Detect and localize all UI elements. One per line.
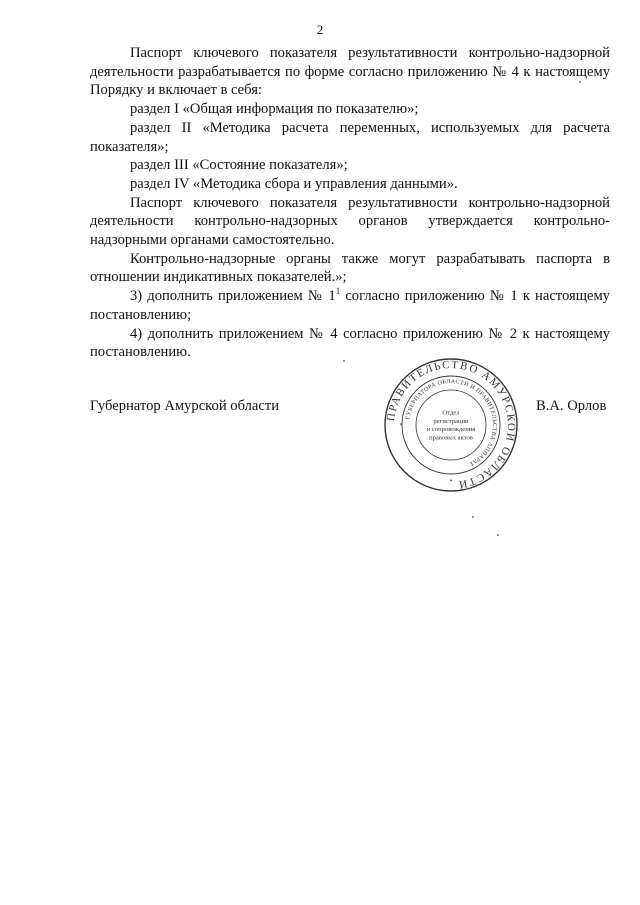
signature-position: Губернатор Амурской области — [90, 398, 280, 414]
scan-speck — [343, 360, 345, 362]
official-seal-stamp — [383, 357, 519, 493]
paragraph-item-4: 4) дополнить приложением № 4 согласно приложению № 2 к настоящему постановлению. — [90, 325, 610, 361]
seal-center-line: правовых актов — [429, 434, 473, 442]
svg-text:•: • — [449, 477, 453, 485]
paragraph-section-1: раздел I «Общая информация по показателю»; — [130, 101, 419, 118]
item-3-after: согласно приложению № 1 к настоящему постановлению; — [90, 288, 610, 323]
paragraph-section-3: раздел III «Состояние показателя»; — [130, 157, 348, 174]
scan-speck — [472, 516, 474, 518]
seal-center-line: регистрации — [433, 417, 469, 425]
svg-text:*: * — [399, 423, 403, 429]
paragraph-section-4: раздел IV «Методика сбора и управления данными». — [130, 175, 458, 192]
svg-text:ПРАВИТЕЛЬСТВО АМУРСКОЙ ОБЛАСТИ: ПРАВИТЕЛЬСТВО АМУРСКОЙ ОБЛАСТИ — [385, 358, 518, 491]
seal-center-line: Отдел — [442, 409, 460, 417]
paragraph-section-2: раздел II «Методика расчета переменных, используемых для расчета показателя»; — [90, 119, 610, 155]
scan-speck — [579, 81, 581, 83]
item-3-superscript: 1 — [335, 286, 341, 297]
paragraph-passport-form: Паспорт ключевого показателя результативности контрольно-надзорной деятельности разрабатывается по форме согласно приложению № 4 к настоящему Порядку и включает в себя: — [90, 45, 610, 99]
paragraph-passport-approval: Паспорт ключевого показателя результативности контрольно-надзорной деятельности контрольно-надзорных органов утверждается контрольно-надзорными органами самостоятельно. — [90, 194, 610, 249]
svg-text:ГУБЕРНАТОРА ОБЛАСТИ И ПРАВИТЕЛ: ГУБЕРНАТОРА ОБЛАСТИ И ПРАВИТЕЛЬСТВА АППАРАТ — [405, 378, 498, 467]
seal-center-line: и сопровождения — [426, 426, 476, 434]
paragraph-indicative: Контрольно-надзорные органы также могут разрабатывать паспорта в отношении индикативных показателей.»; — [90, 250, 610, 286]
document-body — [90, 44, 610, 362]
paragraph-item-3 — [90, 287, 610, 324]
page-number: 2 — [316, 22, 324, 37]
scan-speck — [497, 534, 499, 536]
item-3-before: 3) дополнить приложением № 1 — [130, 288, 336, 305]
signature-name: В.А. Орлов — [536, 398, 607, 414]
